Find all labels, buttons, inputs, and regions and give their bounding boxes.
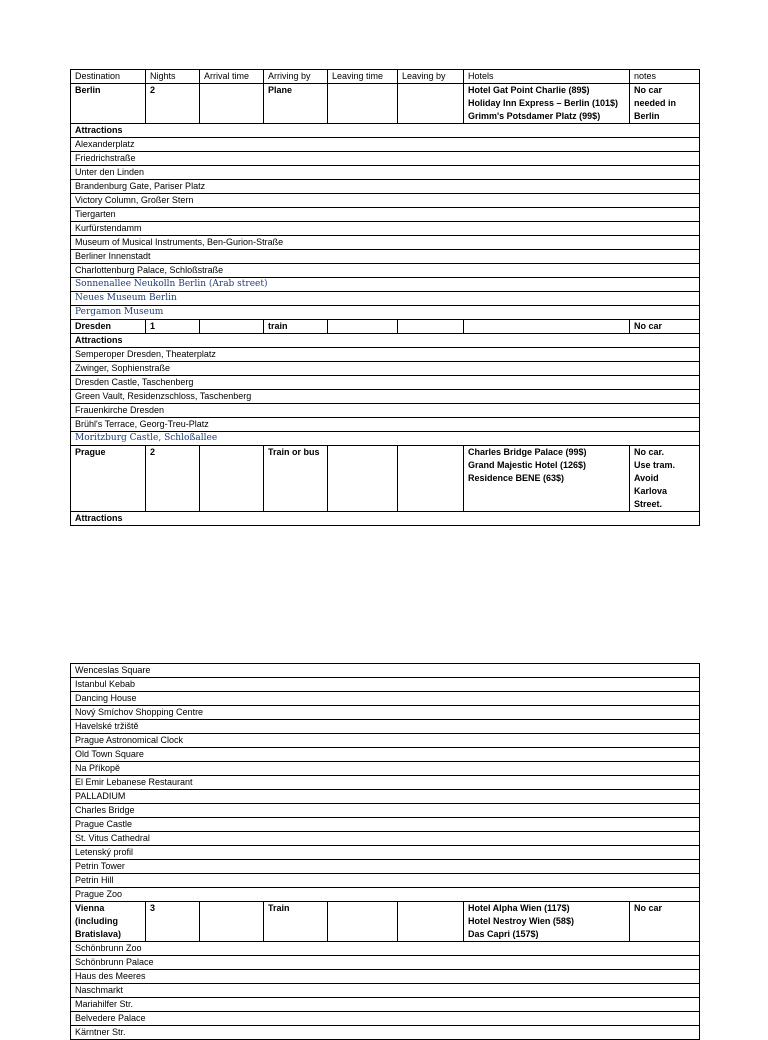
attraction-row	[71, 138, 700, 152]
berlin-attractions-header	[71, 124, 700, 138]
prague-note-line: Avoid	[634, 473, 659, 483]
attraction-item: Mariahilfer Str.	[71, 998, 700, 1012]
dresden-leaving-by	[398, 320, 464, 334]
attraction-row	[71, 348, 700, 362]
attractions-label: Attractions	[71, 334, 700, 348]
prague-nights: 2	[146, 446, 200, 512]
attraction-row	[71, 166, 700, 180]
attraction-item: Victory Column, Großer Stern	[71, 194, 700, 208]
prague-note-line: Karlova	[634, 486, 668, 496]
attraction-item: Dancing House	[71, 692, 700, 706]
vienna-arriving-by: Train	[264, 902, 328, 942]
attraction-row	[71, 678, 700, 692]
prague-note-line: No car.	[634, 447, 665, 457]
berlin-nights: 2	[146, 84, 200, 124]
attraction-row	[71, 692, 700, 706]
attraction-row	[71, 970, 700, 984]
attraction-item: Friedrichstraße	[71, 152, 700, 166]
attraction-item: Alexanderplatz	[71, 138, 700, 152]
attraction-row	[71, 152, 700, 166]
attraction-item: Petrin Tower	[71, 860, 700, 874]
vienna-destination	[71, 902, 146, 942]
attraction-row	[71, 264, 700, 278]
vienna-row	[71, 902, 700, 942]
attraction-row	[71, 956, 700, 970]
attraction-row	[71, 306, 700, 320]
vienna-hotels	[464, 902, 630, 942]
attraction-item: Brandenburg Gate, Pariser Platz	[71, 180, 700, 194]
berlin-hotel: Holiday Inn Express – Berlin (101$)	[468, 98, 619, 108]
attraction-item: Prague Astronomical Clock	[71, 734, 700, 748]
vienna-hotel: Das Capri (157$)	[468, 929, 539, 939]
attraction-row	[71, 292, 700, 306]
attraction-row	[71, 222, 700, 236]
attractions-label: Attractions	[71, 124, 700, 138]
dresden-row	[71, 320, 700, 334]
dresden-nights: 1	[146, 320, 200, 334]
attraction-row	[71, 1026, 700, 1040]
header-hotels: Hotels	[464, 70, 630, 84]
vienna-destination-line: Bratislava)	[75, 929, 122, 939]
attraction-row	[71, 888, 700, 902]
itinerary-table-2	[70, 663, 700, 1040]
attraction-row	[71, 998, 700, 1012]
attraction-row	[71, 250, 700, 264]
attraction-row	[71, 180, 700, 194]
attraction-row	[71, 762, 700, 776]
vienna-destination-line: Vienna	[75, 903, 105, 913]
attraction-item: Prague Castle	[71, 818, 700, 832]
header-arriving-by: Arriving by	[264, 70, 328, 84]
attraction-row	[71, 942, 700, 956]
attraction-row	[71, 236, 700, 250]
prague-leaving-by	[398, 446, 464, 512]
header-row	[71, 70, 700, 84]
attraction-item: Old Town Square	[71, 748, 700, 762]
attraction-item: Dresden Castle, Taschenberg	[71, 376, 700, 390]
attraction-item: Museum of Musical Instruments, Ben-Gurion-Straße	[71, 236, 700, 250]
header-notes: notes	[630, 70, 700, 84]
prague-leaving-time	[328, 446, 398, 512]
vienna-destination-line: (including	[75, 916, 118, 926]
berlin-hotel: Hotel Gat Point Charlie (89$)	[468, 85, 590, 95]
header-leaving-by: Leaving by	[398, 70, 464, 84]
berlin-notes	[630, 84, 700, 124]
attraction-item: Wenceslas Square	[71, 664, 700, 678]
attraction-item: Letenský profil	[71, 846, 700, 860]
attraction-item: Unter den Linden	[71, 166, 700, 180]
prague-hotel: Grand Majestic Hotel (126$)	[468, 460, 587, 470]
attraction-item: Haus des Meeres	[71, 970, 700, 984]
berlin-note-line: Berlin	[634, 111, 660, 121]
berlin-hotel: Grimm's Potsdamer Platz (99$)	[468, 111, 601, 121]
attraction-row	[71, 818, 700, 832]
berlin-hotels	[464, 84, 630, 124]
header-arrival-time: Arrival time	[200, 70, 264, 84]
header-leaving-time: Leaving time	[328, 70, 398, 84]
attraction-row	[71, 720, 700, 734]
attraction-row	[71, 362, 700, 376]
attraction-item: PALLADIUM	[71, 790, 700, 804]
attraction-row	[71, 748, 700, 762]
prague-destination: Prague	[71, 446, 146, 512]
attraction-item: Kurfürstendamm	[71, 222, 700, 236]
attraction-row	[71, 734, 700, 748]
berlin-leaving-time	[328, 84, 398, 124]
attraction-item: Naschmarkt	[71, 984, 700, 998]
attraction-row	[71, 390, 700, 404]
berlin-destination: Berlin	[71, 84, 146, 124]
attraction-item: Pergamon Museum	[71, 306, 700, 320]
prague-hotel: Residence BENE (63$)	[468, 473, 565, 483]
attraction-item: Charlottenburg Palace, Schloßstraße	[71, 264, 700, 278]
attraction-item: Berliner Innenstadt	[71, 250, 700, 264]
header-nights: Nights	[146, 70, 200, 84]
vienna-nights: 3	[146, 902, 200, 942]
vienna-notes: No car	[630, 902, 700, 942]
vienna-hotel: Hotel Nestroy Wien (58$)	[468, 916, 574, 926]
attraction-row	[71, 278, 700, 292]
attraction-item: Moritzburg Castle, Schloßallee	[71, 432, 700, 446]
dresden-notes: No car	[630, 320, 700, 334]
attraction-item: Neues Museum Berlin	[71, 292, 700, 306]
attractions-label: Attractions	[71, 512, 700, 526]
attraction-row	[71, 776, 700, 790]
attraction-row	[71, 404, 700, 418]
attraction-item: Green Vault, Residenzschloss, Taschenberg	[71, 390, 700, 404]
vienna-leaving-time	[328, 902, 398, 942]
attraction-item: Frauenkirche Dresden	[71, 404, 700, 418]
attraction-row	[71, 804, 700, 818]
vienna-hotel: Hotel Alpha Wien (117$)	[468, 903, 570, 913]
attraction-item: Schönbrunn Palace	[71, 956, 700, 970]
berlin-row	[71, 84, 700, 124]
berlin-note-line: needed in	[634, 98, 677, 108]
attraction-row	[71, 432, 700, 446]
berlin-arriving-by: Plane	[264, 84, 328, 124]
vienna-arrival-time	[200, 902, 264, 942]
attraction-row	[71, 790, 700, 804]
berlin-arrival-time	[200, 84, 264, 124]
attraction-item: St. Vitus Cathedral	[71, 832, 700, 846]
attraction-item: Schönbrunn Zoo	[71, 942, 700, 956]
prague-hotels	[464, 446, 630, 512]
prague-attractions-header	[71, 512, 700, 526]
attraction-item: Istanbul Kebab	[71, 678, 700, 692]
attraction-item: Nový Smíchov Shopping Centre	[71, 706, 700, 720]
attraction-item: Semperoper Dresden, Theaterplatz	[71, 348, 700, 362]
attraction-item: El Emir Lebanese Restaurant	[71, 776, 700, 790]
attraction-item: Prague Zoo	[71, 888, 700, 902]
prague-arrival-time	[200, 446, 264, 512]
attraction-item: Tiergarten	[71, 208, 700, 222]
attraction-row	[71, 664, 700, 678]
attraction-item: Zwinger, Sophienstraße	[71, 362, 700, 376]
attraction-row	[71, 1012, 700, 1026]
dresden-leaving-time	[328, 320, 398, 334]
attraction-row	[71, 832, 700, 846]
dresden-destination: Dresden	[71, 320, 146, 334]
berlin-leaving-by	[398, 84, 464, 124]
dresden-arriving-by: train	[264, 320, 328, 334]
attraction-row	[71, 376, 700, 390]
attraction-row	[71, 874, 700, 888]
prague-note-line: Use tram.	[634, 460, 676, 470]
attraction-row	[71, 860, 700, 874]
itinerary-table-1	[70, 69, 700, 526]
berlin-note-line: No car	[634, 85, 663, 95]
prague-arriving-by: Train or bus	[264, 446, 328, 512]
attraction-item: Na Příkopě	[71, 762, 700, 776]
dresden-arrival-time	[200, 320, 264, 334]
attraction-row	[71, 706, 700, 720]
attraction-row	[71, 194, 700, 208]
attraction-item: Charles Bridge	[71, 804, 700, 818]
prague-row	[71, 446, 700, 512]
attraction-item: Kärntner Str.	[71, 1026, 700, 1040]
prague-notes	[630, 446, 700, 512]
attraction-row	[71, 208, 700, 222]
prague-hotel: Charles Bridge Palace (99$)	[468, 447, 587, 457]
attraction-row	[71, 418, 700, 432]
attraction-item: Sonnenallee Neukolln Berlin (Arab street)	[71, 278, 700, 292]
vienna-leaving-by	[398, 902, 464, 942]
header-destination: Destination	[71, 70, 146, 84]
attraction-row	[71, 846, 700, 860]
attraction-item: Belvedere Palace	[71, 1012, 700, 1026]
attraction-item: Havelské tržiště	[71, 720, 700, 734]
prague-note-line: Street.	[634, 499, 663, 509]
dresden-hotels	[464, 320, 630, 334]
attraction-row	[71, 984, 700, 998]
attraction-item: Petrin Hill	[71, 874, 700, 888]
dresden-attractions-header	[71, 334, 700, 348]
attraction-item: Brühl's Terrace, Georg-Treu-Platz	[71, 418, 700, 432]
